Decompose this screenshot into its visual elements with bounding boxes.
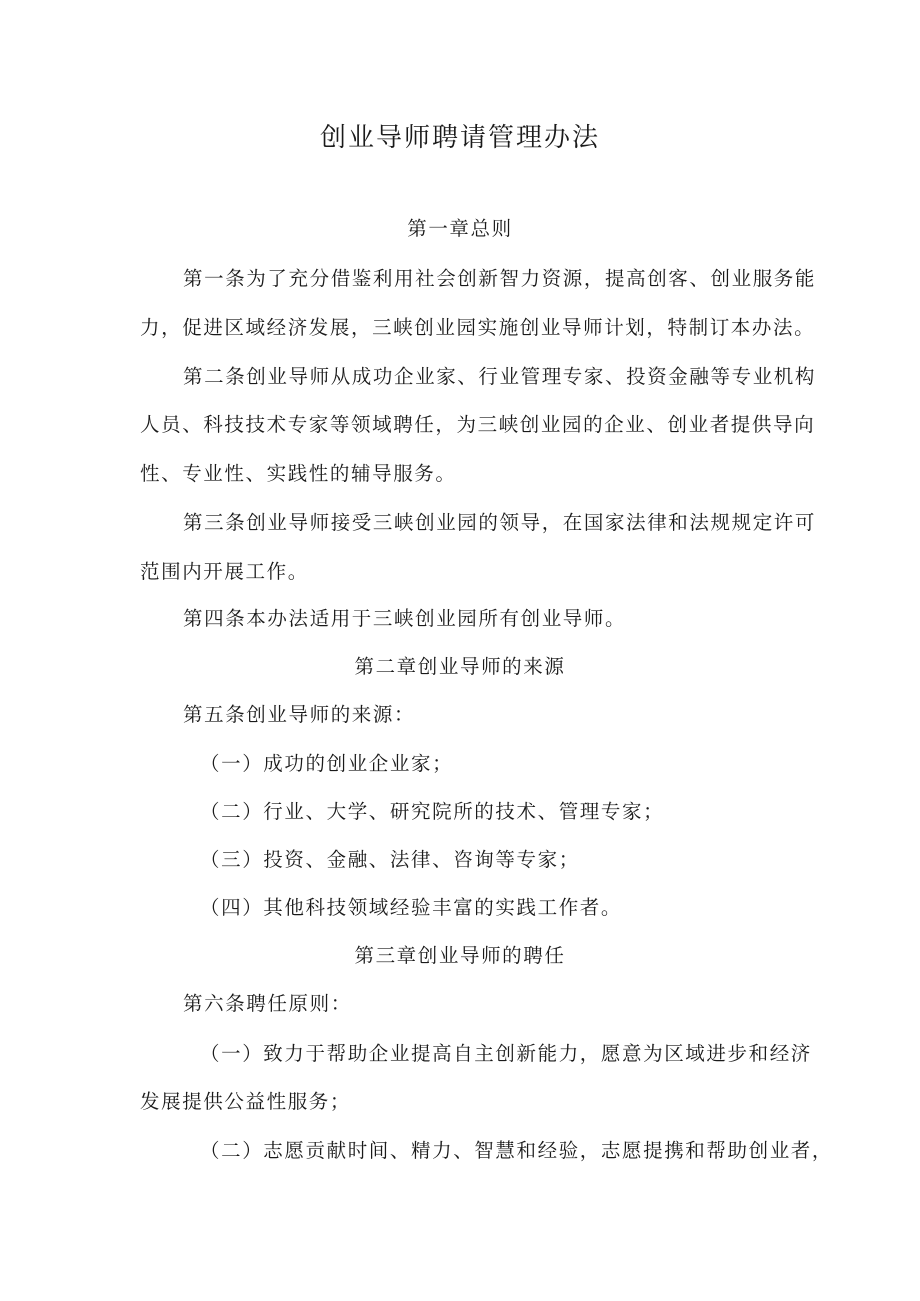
article-4: 第四条本办法适用于三峡创业园所有创业导师。 [183,607,627,630]
article-5: 第五条创业导师的来源： [183,703,416,726]
article-1-line-2: 力，促进区域经济发展，三峡创业园实施创业导师计划，特制订本办法。 [140,316,816,339]
principle-1-line-2: 发展提供公益性服务； [140,1090,352,1113]
chapter-3-heading: 第三章创业导师的聘任 [354,944,566,967]
article-6: 第六条聘任原则： [183,992,352,1015]
principle-1-line-1: （一）致力于帮助企业提高自主创新能力，愿意为区域进步和经济 [200,1042,812,1065]
article-2-line-3: 性、专业性、实践性的辅导服务。 [140,462,457,485]
source-item-3: （三）投资、金融、法律、咨询等专家； [200,848,580,871]
article-3-line-1: 第三条创业导师接受三峡创业园的领导，在国家法律和法规规定许可 [183,511,817,534]
article-3-line-2: 范围内开展工作。 [140,560,309,583]
article-2-line-1: 第二条创业导师从成功企业家、行业管理专家、投资金融等专业机构 [183,365,817,388]
chapter-1-heading: 第一章总则 [407,217,513,240]
principle-2-line-1: （二）志愿贡献时间、精力、智慧和经验，志愿提携和帮助创业者， [200,1139,834,1162]
source-item-1: （一）成功的创业企业家； [200,752,454,775]
article-1-line-1: 第一条为了充分借鉴利用社会创新智力资源，提高创客、创业服务能 [183,267,817,290]
source-item-4: （四）其他科技领域经验丰富的实践工作者。 [200,896,623,919]
document-title: 创业导师聘请管理办法 [319,123,600,153]
source-item-2: （二）行业、大学、研究院所的技术、管理专家； [200,800,665,823]
chapter-2-heading: 第二章创业导师的来源 [354,655,566,678]
article-2-line-2: 人员、科技技术专家等领域聘任，为三峡创业园的企业、创业者提供导向 [140,413,816,436]
